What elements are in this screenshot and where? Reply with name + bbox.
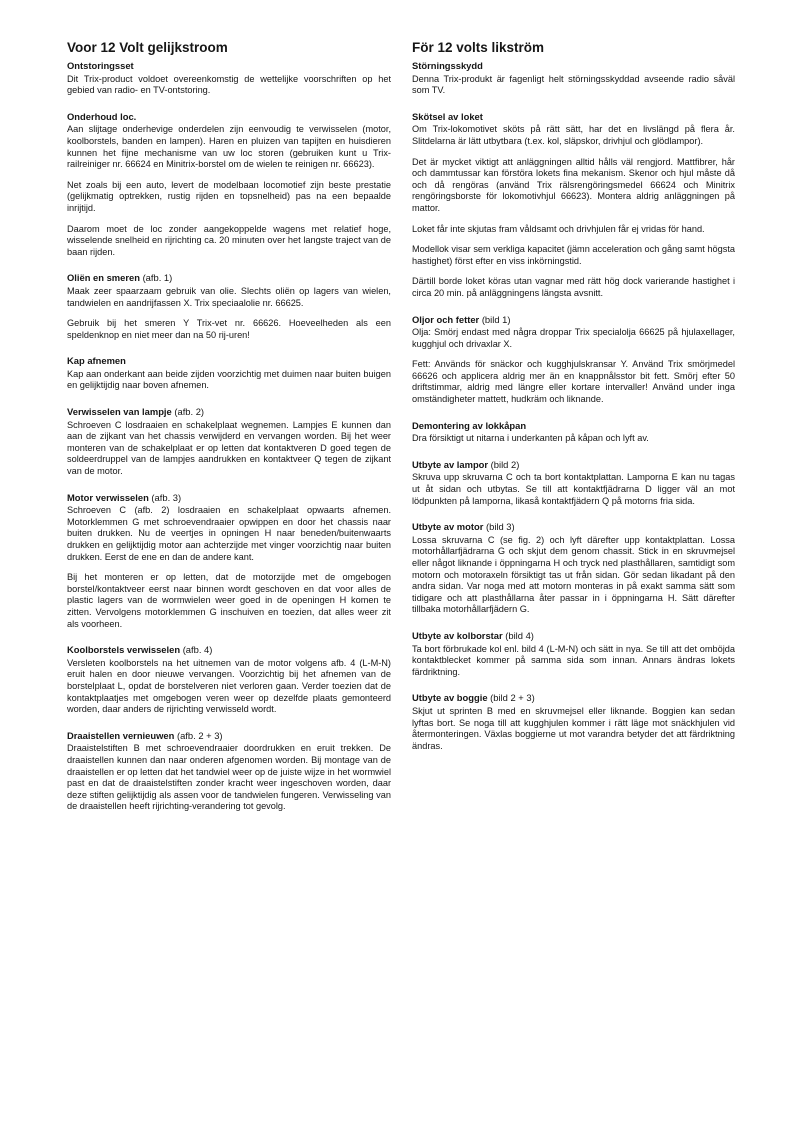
- paragraph: Fett: Används för snäckor och kugghjulskransar Y. Använd Trix smörjmedel 66626 och applicera aldrig mer än en knappnålsstor bit fett. Smörj efter 50 driftstimmar, aldrig med längre eller kortare intervaller! Använd under inga omständigheter mattett, hudkräm och liknande.: [412, 359, 735, 405]
- figure-reference: (afb. 4): [182, 644, 213, 656]
- figure-reference: (afb. 3): [151, 491, 182, 503]
- paragraph: Daarom moet de loc zonder aangekoppelde wagens met relatief hoge, wisselende snelheid en rijrichting ca. 20 minuten over het langste traject van de baan rijden.: [67, 223, 391, 257]
- section-heading: [67, 406, 391, 418]
- section-heading-text: Utbyte av motor: [412, 521, 484, 533]
- figure-reference: (bild 3): [485, 521, 515, 533]
- figure-reference: (bild 2): [490, 458, 520, 470]
- paragraph: Aan slijtage onderhevige onderdelen zijn eenvoudig te verwisselen (motor, koolborstels, banden en lampen). Haren en pluizen van tapijten en huisdieren kunnen het fijne mechanisme van uw loc storen (gebruiken kunt u Trix-railreiniger nr. 66624 en Minitrix-borstel om de wielen te reinigen nr. 66623).: [67, 124, 391, 170]
- section-heading: [67, 492, 391, 504]
- section-heading: Ontstoringsset: [67, 60, 134, 71]
- section-heading: [412, 630, 735, 642]
- section-heading-text: Oliën en smeren: [67, 272, 140, 284]
- section-heading-text: Koolborstels verwisselen: [67, 644, 181, 656]
- paragraph: Versleten koolborstels na het uitnemen van de motor volgens afb. 4 (L-M-N) eruit halen en door nieuwe vervangen. Voorzichtig bij het afnemen van de borstelplaat L, opdat de borstelveren niet verloren gaan. Verder toezien dat de kontaktplaatjes met omgebogen veren weer op dezelfde plaats gemonteerd worden, daar anders de rijrichting verwisseld wordt.: [67, 657, 391, 715]
- paragraph: Modellok visar sem verkliga kapacitet (jämn acceleration och gång samt högsta hastighet) först efter en viss inkörningstid.: [412, 244, 735, 266]
- paragraph: Schroeven C losdraaien en schakelplaat wegnemen. Lampjes E kunnen dan aan de zijkant van het chassis verwijderd en vervangen worden. Bij het weer monteren van de schakelplaat er op letten dat kontaktveren D goed tegen de soldeerdruppel van de lampjes aandrukken en kontaktveer Q tegen de zijkant van de motor.: [67, 419, 391, 477]
- paragraph: Därtill borde loket köras utan vagnar med rätt hög dock varierande hastighet i circa 20 min. på anläggningens längsta avsnitt.: [412, 276, 735, 298]
- section-heading: [67, 644, 391, 656]
- paragraph: Dit Trix-product voldoet overeenkomstig de wettelijke voorschriften op het gebied van radio- en TV-ontstoring.: [67, 73, 391, 96]
- figure-reference: (bild 2 + 3): [490, 692, 535, 704]
- section-heading-text: Utbyte av lampor: [412, 458, 489, 470]
- column-dutch: [67, 40, 391, 822]
- figure-reference: (bild 4): [505, 629, 534, 641]
- paragraph: Olja: Smörj endast med några droppar Trix specialolja 66625 på hjulaxellager, kugghjul och drivaxlar X.: [412, 327, 735, 349]
- paragraph: Bij het monteren er op letten, dat de motorzijde met de omgebogen borstel/kontaktveer eerst naar binnen wordt geschoven en dat voor alles de plastic lagers van de wormwielen weer goed in de openingen H komen te zitten. Vervolgens motorklemmen G inschuiven en toezien, dat alles weer zit als voorheen.: [67, 572, 391, 629]
- paragraph: Dra försiktigt ut nitarna i underkanten på kåpan och lyft av.: [412, 433, 649, 444]
- paragraph: Ta bort förbrukade kol enl. bild 4 (L-M-N) och sätt in nya. Se till att det omböjda kontaktblecket kommer på samma sida som innan. Annars ändras lokets färdriktning.: [412, 643, 735, 677]
- section-heading: Störningsskydd: [412, 60, 483, 71]
- paragraph: Det är mycket viktigt att anläggningen alltid hålls väl rengjord. Mattfibrer, hår och dammtussar kan förstöra lokets fina mekanism. Skenor och hjul måste då och då rengöras (använd Trix rälsrengöringsmedel 66624 och Minitrix rengöringsborste för lokomotivhjul 66623). Montera aldrig anläggningen på mattor.: [412, 156, 735, 213]
- column-swedish: [412, 40, 735, 761]
- section-heading: [412, 314, 735, 326]
- paragraph: Skjut ut sprinten B med en skruvmejsel eller liknande. Boggien kan sedan lyftas bort. Se noga till att kugghjulen kommer i rätt läge mot snäckhjulen vid återmonteringen. Växlas boggierne ut mot varandra betyder det att färdriktning ändras.: [412, 705, 735, 751]
- section-heading-text: Motor verwisselen: [67, 491, 149, 503]
- section-heading: [412, 459, 735, 471]
- section-heading: [67, 730, 391, 742]
- paragraph: Draaistelstiften B met schroevendraaier doordrukken en eruit trekken. De draaistellen kunnen dan naar onderen afgenomen worden. Bij montage van de draaistellen er op letten dat het tandwiel weer op de juiste wijze in het wormwiel past en dat de draaistelstiften zonder kracht weer ingeschoven worden, daar deze stiften gelijktijdig als assen voor de tandwielen fungeren. Verwisseling van de draaistellen heeft rijrichting-verandering tot gevolg.: [67, 743, 391, 812]
- section-heading: [67, 272, 391, 284]
- section-heading: [412, 692, 735, 704]
- paragraph: Om Trix-lokomotivet sköts på rätt sätt, har det en livslängd på flera år. Slitdelarna är lätt utbytbara (t.ex. kol, släpskor, drivhjul och glödlampor).: [412, 124, 735, 146]
- section-heading-text: Oljor och fetter: [412, 313, 480, 325]
- section-heading: Skötsel av loket: [412, 110, 483, 122]
- paragraph: Net zoals bij een auto, levert de modelbaan locomotief zijn beste prestatie (gelijkmatig optrekken, rustig rijden en topsnelheid) pas na een bepaalde inrijtijd.: [67, 179, 391, 213]
- paragraph: Maak zeer spaarzaam gebruik van olie. Slechts oliën op lagers van wielen, tandwielen en aandrijfassen X. Trix speciaalolie nr. 66625.: [67, 285, 391, 308]
- paragraph: Denna Trix-produkt är fagenligt helt störningsskyddad avseende radio såväl som TV.: [412, 73, 735, 96]
- section-heading: Demontering av lokkåpan: [412, 419, 527, 431]
- paragraph: Lossa skruvarna C (se fig. 2) och lyft därefter upp kontaktplattan. Lossa motorhållarfjädrarna G och skjut dem genom chassit. Stick in en skruvmejsel eller något liknande i öppningarna H och tryck ned plasthållaren, samtidigt som motorn och motoraxeln försiktigt tas ut från sidan. Gör sedan likadant på den andra sidan. Var noga med att motorn monteras in på exakt samma sätt som tidigare och att plasthållarna åter passar in i öppningarna H. Sätt därefter tillbaka motorhållarfjädern G.: [412, 534, 735, 615]
- section-heading-text: Utbyte av kolborstar: [412, 629, 503, 641]
- paragraph: Loket får inte skjutas fram våldsamt och drivhjulen får ej vridas för hand.: [412, 223, 705, 234]
- figure-reference: (afb. 1): [142, 272, 173, 284]
- paragraph: Schroeven C (afb. 2) losdraaien en schakelplaat opwaarts afnemen. Motorklemmen G met schroevendraaier opwippen en door het chassis naar buiten drukken. Nu de veertjes in opningen H naar beneden/buitenwaarts drukken en gelijktijdig motor aan achterzijde met vinger voorzichtig naar buiten drukken. Eerst de ene en dan de andere kant.: [67, 505, 391, 562]
- section-heading: [412, 521, 735, 533]
- section-heading: Kap afnemen: [67, 355, 126, 367]
- figure-reference: (bild 1): [481, 313, 511, 325]
- page-title-swedish: För 12 volts likström: [412, 40, 545, 55]
- paragraph: Gebruik bij het smeren Y Trix-vet nr. 66626. Hoeveelheden als een speldenknop en niet meer dan na 50 rij-uren!: [67, 318, 391, 340]
- paragraph: Kap aan onderkant aan beide zijden voorzichtig met duimen naar buiten buigen en gelijktijdig naar boven afnemen.: [67, 368, 391, 391]
- figure-reference: (afb. 2): [174, 406, 205, 418]
- section-heading-text: Draaistellen vernieuwen: [67, 729, 175, 741]
- paragraph: Skruva upp skruvarna C och ta bort kontaktplattan. Lamporna E kan nu tagas ut åt sidan och utbytas. Se till att kontaktfjädrarna D ligger väl an mot lödpunkten på lamporna, likaså kontaktfjädern Q på motorns fria sida.: [412, 472, 735, 506]
- section-heading-text: Utbyte av boggie: [412, 692, 488, 704]
- section-heading: Onderhoud loc.: [67, 110, 137, 122]
- section-heading-text: Verwisselen van lampje: [67, 406, 172, 418]
- page-title-dutch: Voor 12 Volt gelijkstroom: [67, 40, 228, 55]
- figure-reference: (afb. 2 + 3): [176, 729, 223, 741]
